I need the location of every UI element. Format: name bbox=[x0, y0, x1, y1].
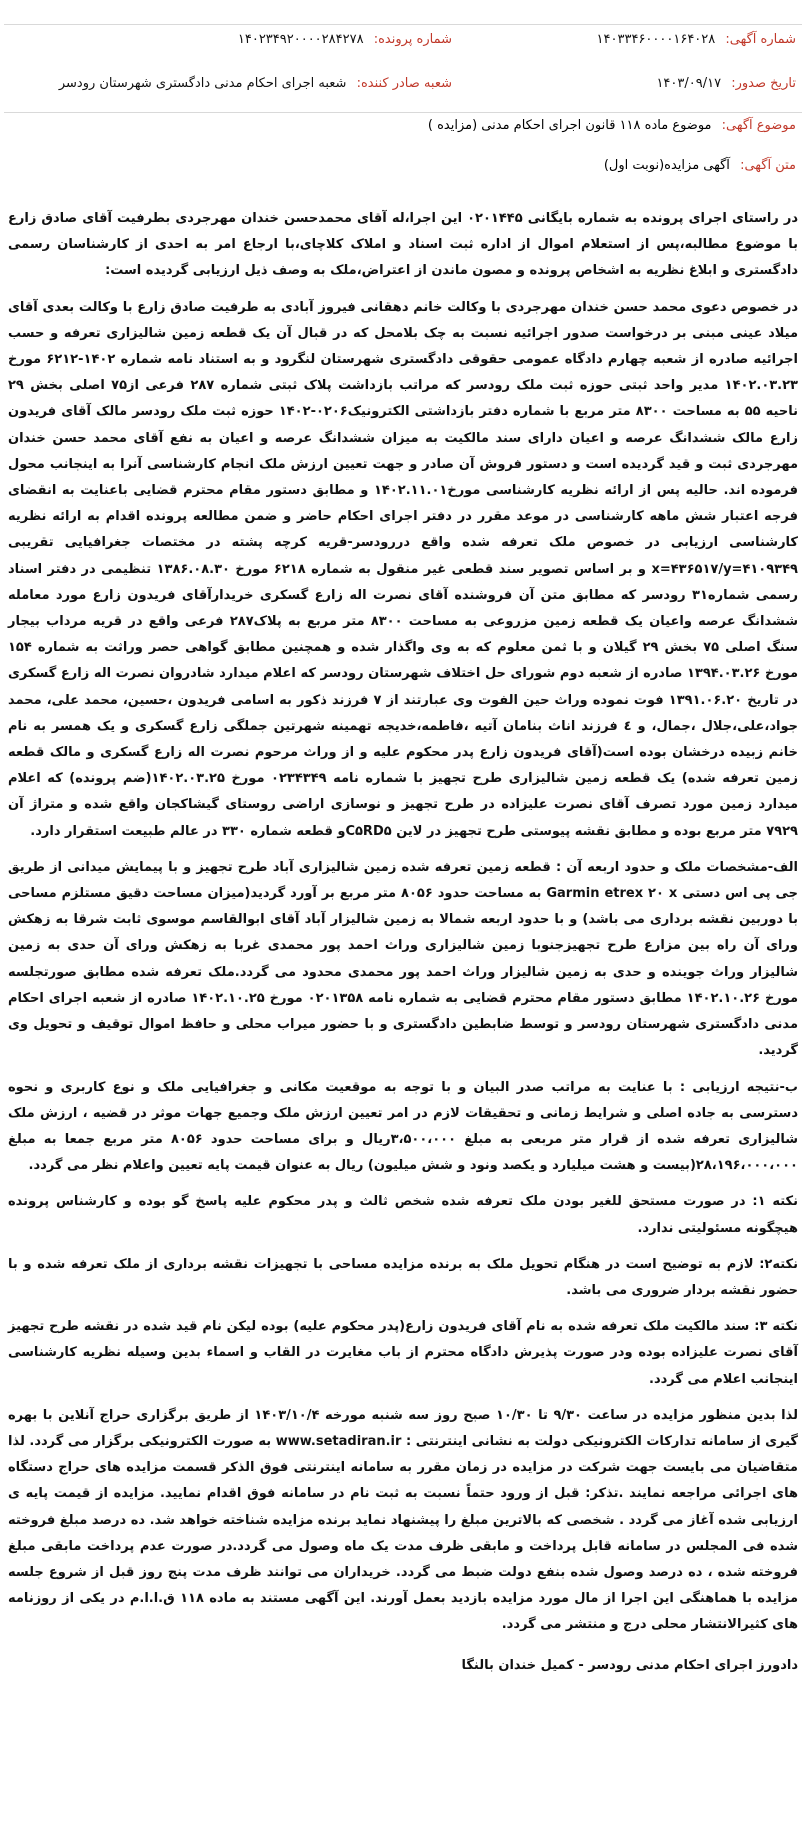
body-paragraph-intro: در راستای اجرای پرونده به شماره بایگانی ۰۲۰۱۴۴۵ این اجرا،له آقای محمدحسن خندان مهرجردی بطرفیت آقای صادق زارع با موضوع مطالبه،پس از استعلام اموال از اداره ثبت اسناد و املاک کلاچای،با ارجاع امر به احدی از کارشناسان رسمی دادگستری و ابلاغ نظریه به اشخاص پرونده و مصون ماندن از اعتراض،ملک به وصف ذیل ارزیابی گردیده است: bbox=[8, 211, 798, 279]
issuing-branch-value: شعبه اجرای احکام مدنی دادگستری شهرستان رودسر bbox=[58, 76, 347, 91]
ad-number-label: شماره آگهی: bbox=[725, 32, 796, 47]
issue-date-label: تاریخ صدور: bbox=[731, 76, 796, 91]
file-number-value: ۱۴۰۲۳۴۹۲۰۰۰۰۲۸۴۲۷۸ bbox=[237, 32, 364, 47]
ad-subject bbox=[428, 118, 796, 133]
ad-body bbox=[8, 206, 798, 1689]
ad-number-value: ۱۴۰۳۳۴۶۰۰۰۰۱۶۴۰۲۸ bbox=[596, 32, 716, 47]
body-paragraph-case: در خصوص دعوی محمد حسن خندان مهرجردی با وکالت خانم دهقانی فیروز آبادی به طرفیت صادق زارع با وکالت بعدی آقای میلاد عینی مبنی بر درخواست صدور اجرائیه نسبت به چک بلامحل که در قبال آن یک قطعه زمین شالیزاری تعرفه و حسب اجرائیه صادره از شعبه چهارم دادگاه عمومی حقوقی دادگستری شهرستان لنگرود و به استناد نامه شماره ۱۴۰۲-۶۲۱۲ مورخ ۱۴۰۲.۰۳.۲۳ مدیر واحد ثبتی حوزه ثبت ملک رودسر که مراتب بازداشت پلاک ثبتی شماره ۲۸۷ فرعی از۷۵ اصلی بخش ۲۹ ناحیه ۵۵ به مساحت ۸۳۰۰ متر مربع با شماره دفتر بازداشتی الکترونیک۰۲۰۶-۱۴۰۲ حوزه ثبت ملک رودسر مالک آقای فریدون زارع مالک ششدانگ عرصه و اعیان دارای سند مالکیت به میزان ششدانگ عرصه و اعیان به نفع آقای محمد حسن خندان مهرجردی ثبت و قید گردیده است و دستور فروش آن صادر و جهت تعیین ارزش ملک انجام کارشناسی آنرا به اینجانب محول فرموده اند. حالیه پس از ارائه نظریه کارشناسی مورخ۱۴۰۲.۱۱.۰۱ و مطابق دستور مقام محترم قضایی باعنایت به انقضای فرجه اعتبار شش ماهه کارشناسی در موعد مقرر در دفتر اجرای احکام حاضر و ضمن مطالعه پرونده اقدام به ارائه نظریه کارشناسی ارزیابی در خصوص ملک تعرفه شده واقع دررودسر-قریه کرچه پشته در مختصات جغرافیایی تقریبی x=۴۳۶۵۱۷/y=۴۱۰۹۳۴۹ و بر اساس تصویر سند قطعی غیر منقول به شماره ۶۲۱۸ مورخ ۱۳۸۶.۰۸.۳۰ تنظیمی در دفتر اسناد رسمی شماره۳۱ رودسر که مطابق متن آن فروشنده آقای نصرت اله زارع گسکری خریدارآقای فریدون زارع مورد معامله ششدانگ عرصه واعیان یک قطعه زمین مزروعی به مساحت ۸۳۰۰ متر مربع به پلاک۲۸۷ فرعی واقع در قریه مرداب بیجار سنگ اصلی ۷۵ بخش ۲۹ گیلان و با ثمن معلوم که به وی واگذار شده و همچنین مطابق گواهی حصر وراثت به شماره ۱۵۴ مورخ ۱۳۹۴.۰۳.۲۶ صادره از شعبه دوم شورای حل اختلاف شهرستان رودسر که اعلام میدارد شادروان نصرت اله زارع گسکری در تاریخ ۱۳۹۱.۰۶.۲۰ فوت نموده وراث حین الفوت وی عبارتند از ۷ فرزند ذکور به اسامی فریدون ،حسین، محمد علی، محمد جواد،علی،جلال ،جمال، و ٤ فرزند اناث بنامان آتیه ،فاطمه،خدیجه تهمینه شهرتین جملگی زارع گسکری و یک همسر به نام خانم زبیده درخشان بوده است(آقای فریدون زارع پدر محکوم علیه و از وراث مرحوم نصرت اله زارع گسکری و مالک قطعه زمین تعرفه شده) یک قطعه زمین شالیزاری طرح تجهیز با شماره نامه ۰۲۳۴۳۴۹ مورخ ۱۴۰۲.۰۳.۲۵(ضم پرونده) که اعلام میدارد زمین مورد تصرف آقای نصرت علیزاده در طرح تجهیز و نوسازی اراضی روستای گیشاکجان واقع شده و متراژ آن ۷۹۲۹ متر مربع بوده و مطابق نقشه پیوستی طرح تجهیز در لاین C۵RD۵و قطعه شماره ۳۳۰ در عالم طبیعت استقرار دارد. bbox=[8, 299, 798, 839]
ad-text-heading bbox=[604, 158, 796, 173]
file-number-field bbox=[238, 31, 452, 49]
file-number-label: شماره پرونده: bbox=[373, 32, 452, 47]
body-note-1: نکته ۱: در صورت مستحق للغیر بودن ملک تعرفه شده شخص ثالث و پدر محکوم علیه پاسخ گو بوده و کارشناس پرونده هیچگونه مسئولیتی ندارد. bbox=[8, 1194, 798, 1236]
ad-number-field bbox=[597, 31, 796, 49]
ad-header bbox=[4, 24, 802, 113]
signature: دادورز اجرای احکام مدنی رودسر - کمیل خندان بالنگا bbox=[461, 1657, 798, 1673]
body-note-3: نکته ۳: سند مالکیت ملک تعرفه شده به نام آقای فریدون زارع(پدر محکوم علیه) بوده لیکن نام قید شده در نقشه طرح تجهیز آقای نصرت علیزاده بوده ودر صورت پذیرش دادگاه محترم از باب مغایرت در القاب و اسماء بدین وسیله نظریه کارشناسی اینجانب اعلام می گردد. bbox=[8, 1319, 798, 1387]
ad-subject-label: موضوع آگهی: bbox=[721, 118, 796, 133]
issuing-branch-label: شعبه صادر کننده: bbox=[356, 76, 452, 91]
body-note-2: نکته۲: لازم به توضیح است در هنگام تحویل ملک به برنده مزایده مساحی با تجهیزات نقشه برداری از ملک تعرفه شده و با حضور نقشه بردار ضروری می باشد. bbox=[8, 1256, 798, 1298]
issue-date-value: ۱۴۰۳/۰۹/۱۷ bbox=[656, 76, 722, 91]
issuing-branch-field bbox=[59, 75, 452, 93]
ad-subject-value: موضوع ماده ۱۱۸ قانون اجرای احکام مدنی (مزایده ) bbox=[427, 118, 712, 133]
body-paragraph-property-specs: الف-مشخصات ملک و حدود اربعه آن : قطعه زمین تعرفه شده زمین شالیزاری آباد طرح تجهیز و با پیمایش میدانی از طریق جی پی اس دستی Garmin etrex ۲۰ x به مساحت حدود ۸۰۵۶ متر مربع بر آورد گردید(میزان مساحت دقیق مستلزم مساحی با دوربین نقشه برداری می باشد) و با حدود اربعه شمالا به زمین شالیزار آباد آقای ابوالقاسم موسوی ثابت شرقا به زهکش ورای آن راه بین مزارع طرح تجهیزجنوبا زمین شالیزاری وراث احمد پور محمدی غربا به زهکش ورای آن حدی به زمین شالیزار وراث جوینده و حدی به زمین شالیزار وراث احمد پور محمدی محدود می گردد.ملک تعرفه شده مطابق صورتجلسه مورخ ۱۴۰۲.۱۰.۲۶ مطابق دستور مقام محترم قضایی به شماره نامه ۰۲۰۱۳۵۸ مورخ ۱۴۰۲.۱۰.۲۵ صادره از شعبه اجرای احکام مدنی دادگستری شهرستان رودسر و توسط ضابطین دادگستری و با حضور میراب محلی و حافظ اموال توقیف و تحویل وی گردید. bbox=[8, 859, 799, 1059]
ad-text-label: متن آگهی: bbox=[740, 158, 796, 173]
issue-date-field bbox=[656, 75, 796, 93]
body-paragraph-valuation: ب-نتیجه ارزیابی : با عنایت به مراتب صدر البیان و با توجه به موقعیت مکانی و جغرافیایی ملک و نوع کاربری و نحوه دسترسی به جاده اصلی و شرایط زمانی و تحقیقات لازم در امر تعیین ارزش ملک وجمیع جهات موثر در قضیه ، ارزش ملک شالیزاری تعرفه شده از قرار متر مربعی به مبلغ ۳،۵۰۰،۰۰۰ریال و برای مساحت حدود ۸۰۵۶ متر مربع جمعا به مبلغ ۲۸،۱۹۶،۰۰۰،۰۰۰(بیست و هشت میلیارد و یکصد ونود و شش میلیون) ریال به عنوان قیمت پایه تعیین واعلام نظر می گردد. bbox=[8, 1079, 798, 1174]
body-paragraph-auction: لذا بدین منظور مزایده در ساعت ۹/۳۰ تا ۱۰/۳۰ صبح روز سه شنبه مورخه ۱۴۰۳/۱۰/۴ از طریق برگزاری حراج آنلاین با بهره گیری از سامانه تدارکات الکترونیکی دولت به نشانی اینترنتی : www.setadiran.ir به صورت الکترونیکی برگزار می گردد. لذا متقاضیان می بایست جهت شرکت در مزایده در زمان مقرر به سامانه اینترنتی فوق الذکر قسمت مزایده های حراج دستگاه های اجرائی مراجعه نمایند .تذکر: قبل از ورود حتماً نسبت به ثبت نام در سامانه فوق اقدام نمایید. مزایده از قیمت پایه ی ارزیابی شده آغاز می گردد . شخصی که بالاترین مبلغ را پیشنهاد نماید برنده مزایده شناخته خواهد شد. ده درصد مبلغ فروخته شده فی المجلس در سامانه قابل پرداخت و مابقی ظرف مدت یک ماه وصول می گردد.در صورت عدم پرداخت مابقی مبلغ فروخته شده ، ده درصد وصول شده بنفع دولت ضبط می گردد. خریداران می توانند ظرف مدت پنج روز قبل از شروع جلسه مزایده با هماهنگی این اجرا از مال مورد مزایده بازدید بعمل آورند. این آگهی مستند به ماده ۱۱۸ ق.ا.ا.م در یکی از روزنامه های کثیرالانتشار محلی درج و منتشر می گردد. bbox=[8, 1407, 799, 1633]
ad-text-value: آگهی مزایده(نوبت اول) bbox=[603, 158, 730, 173]
